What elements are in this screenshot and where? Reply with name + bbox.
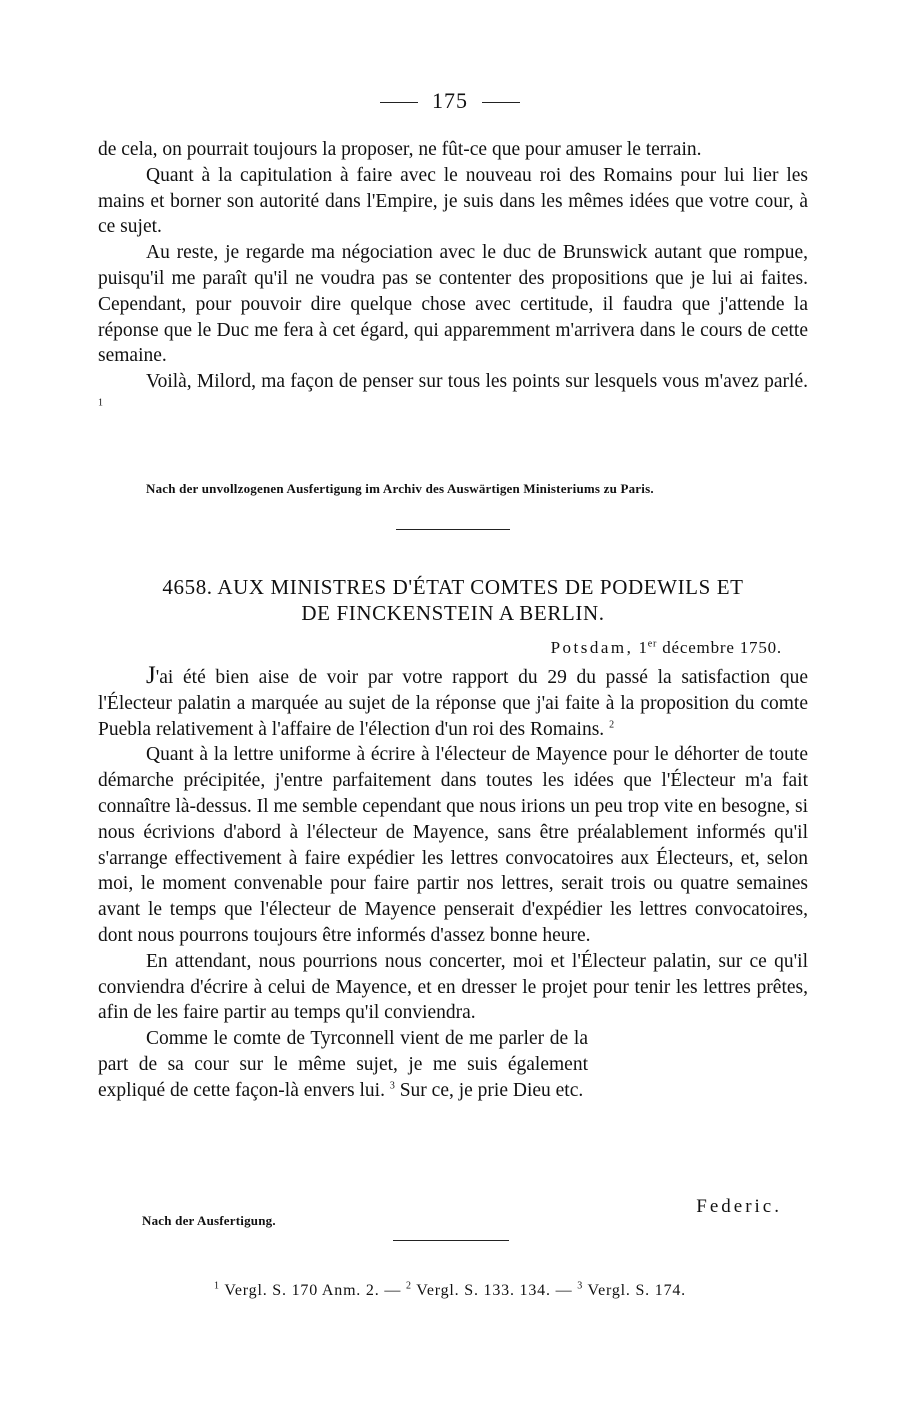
footnote-ref-3: 3: [389, 1080, 395, 1092]
section1-paragraph-4: [98, 369, 808, 421]
letter-body: [98, 663, 808, 1104]
letter-paragraph-1-text: 'ai été bien aise de voir par votre rapport du 29 du passé la satisfaction que l'Électeur palatin a marquée au sujet de la réponse que j'ai faite à la proposition du comte Puebla relativement à l'affaire de l'élection d'un roi des Romains.: [98, 667, 808, 740]
page-number: [0, 88, 900, 114]
footnotes: [0, 1282, 900, 1300]
dateline-place: Potsdam,: [550, 638, 634, 657]
dateline-month-year: décembre 1750.: [662, 638, 782, 657]
footnote-1: Vergl. S. 170 Anm. 2.: [224, 1282, 380, 1299]
letter-paragraph-4: [98, 1026, 808, 1103]
letter-heading: [98, 574, 808, 626]
dateline-day: 1: [638, 638, 648, 657]
letter-paragraph-1: [98, 663, 808, 742]
closing-formula: Sur ce, je prie Dieu etc.: [399, 1079, 584, 1101]
letter-heading-line-2: DE FINCKENSTEIN A BERLIN.: [301, 601, 605, 625]
footnote-3: Vergl. S. 174.: [587, 1282, 686, 1299]
footnote-separator: —: [384, 1282, 402, 1299]
section1-paragraph-1: de cela, on pourrait toujours la proposer, ne fût-ce que pour amuser le terrain.: [98, 139, 702, 160]
signature: Federic.: [696, 1196, 782, 1217]
dateline-day-suffix: er: [647, 638, 658, 650]
section1-paragraph-3: Au reste, je regarde ma négociation avec le duc de Brunswick autant que rompue, puisqu'il me paraît qu'il ne voudra pas se contenter des propositions que je lui ai faites. Cependant, pour pouvoir dire quelque chose avec certitude, il faudra que j'attende la réponse que le Duc me fera à cet égard, qui apparemment m'arrivera dans le cours de cette semaine.: [98, 242, 808, 367]
footnote-divider: [393, 1240, 509, 1241]
footnote-3-mark: 3: [577, 1280, 583, 1292]
letter-heading-line-1: 4658. AUX MINISTRES D'ÉTAT COMTES DE PODEWILS ET: [162, 575, 744, 599]
page-number-dash-right: [482, 102, 520, 103]
page-number-text: 175: [432, 88, 468, 113]
letter-paragraph-3: En attendant, nous pourrions nous concerter, moi et l'Électeur palatin, sur ce qu'il conviendra d'écrire à celui de Mayence, et en dresser le projet pour tenir les lettres prêtes, afin de les faire partir au temps qu'il conviendra.: [98, 950, 808, 1024]
section1-paragraph-4-text: Voilà, Milord, ma façon de penser sur tous les points sur lesquels vous m'avez parlé.: [146, 371, 808, 393]
footnote-ref-1: 1: [98, 397, 103, 409]
footnote-2-mark: 2: [405, 1280, 412, 1292]
page-number-dash-left: [380, 102, 418, 103]
section1-source-note: Nach der unvollzogenen Ausfertigung im Archiv des Auswärtigen Ministeriums zu Paris.: [146, 481, 654, 496]
letter-dateline: [551, 638, 782, 658]
letter-source-note: Nach der Ausfertigung.: [142, 1213, 276, 1228]
footnote-2: Vergl. S. 133. 134.: [416, 1282, 551, 1299]
letter-paragraph-2: Quant à la lettre uniforme à écrire à l'électeur de Mayence pour le déhorter de toute démarche précipitée, j'entre parfaitement dans toutes les idées que l'Électeur m'a fait connaître là-dessus. Il me semble cependant que nous irions un peu trop vite en besogne, si nous écrivions d'abord à l'électeur de Mayence, sans être préalablement informés qu'il s'arrange effectivement à faire expédier les lettres convocatoires aux Électeurs, et, selon moi, le moment convenable pour faire partir nos lettres, serait trois ou quatre semaines avant le temps que l'électeur de Mayence penserait d'expédier les lettres convocatoires, dont nous pourrons toujours être informés d'assez bonne heure.: [98, 744, 808, 946]
footnote-ref-2: 2: [609, 719, 615, 731]
letter-paragraph-4-text: Comme le comte de Tyrconnell vient de me parler de la part de sa cour sur le même sujet, je me suis également expliqué de cette façon-là envers lui.: [98, 1028, 588, 1101]
section1-paragraph-2: Quant à la capitulation à faire avec le nouveau roi des Romains pour lui lier les mains et borner son autorité dans l'Empire, je suis dans les mêmes idées que votre cour, à ce sujet.: [98, 164, 808, 238]
section1-body: [98, 137, 808, 421]
footnote-1-mark: 1: [214, 1280, 220, 1292]
initial-letter: J: [146, 662, 156, 689]
footnote-separator: —: [555, 1282, 573, 1299]
section-divider: [396, 529, 510, 530]
